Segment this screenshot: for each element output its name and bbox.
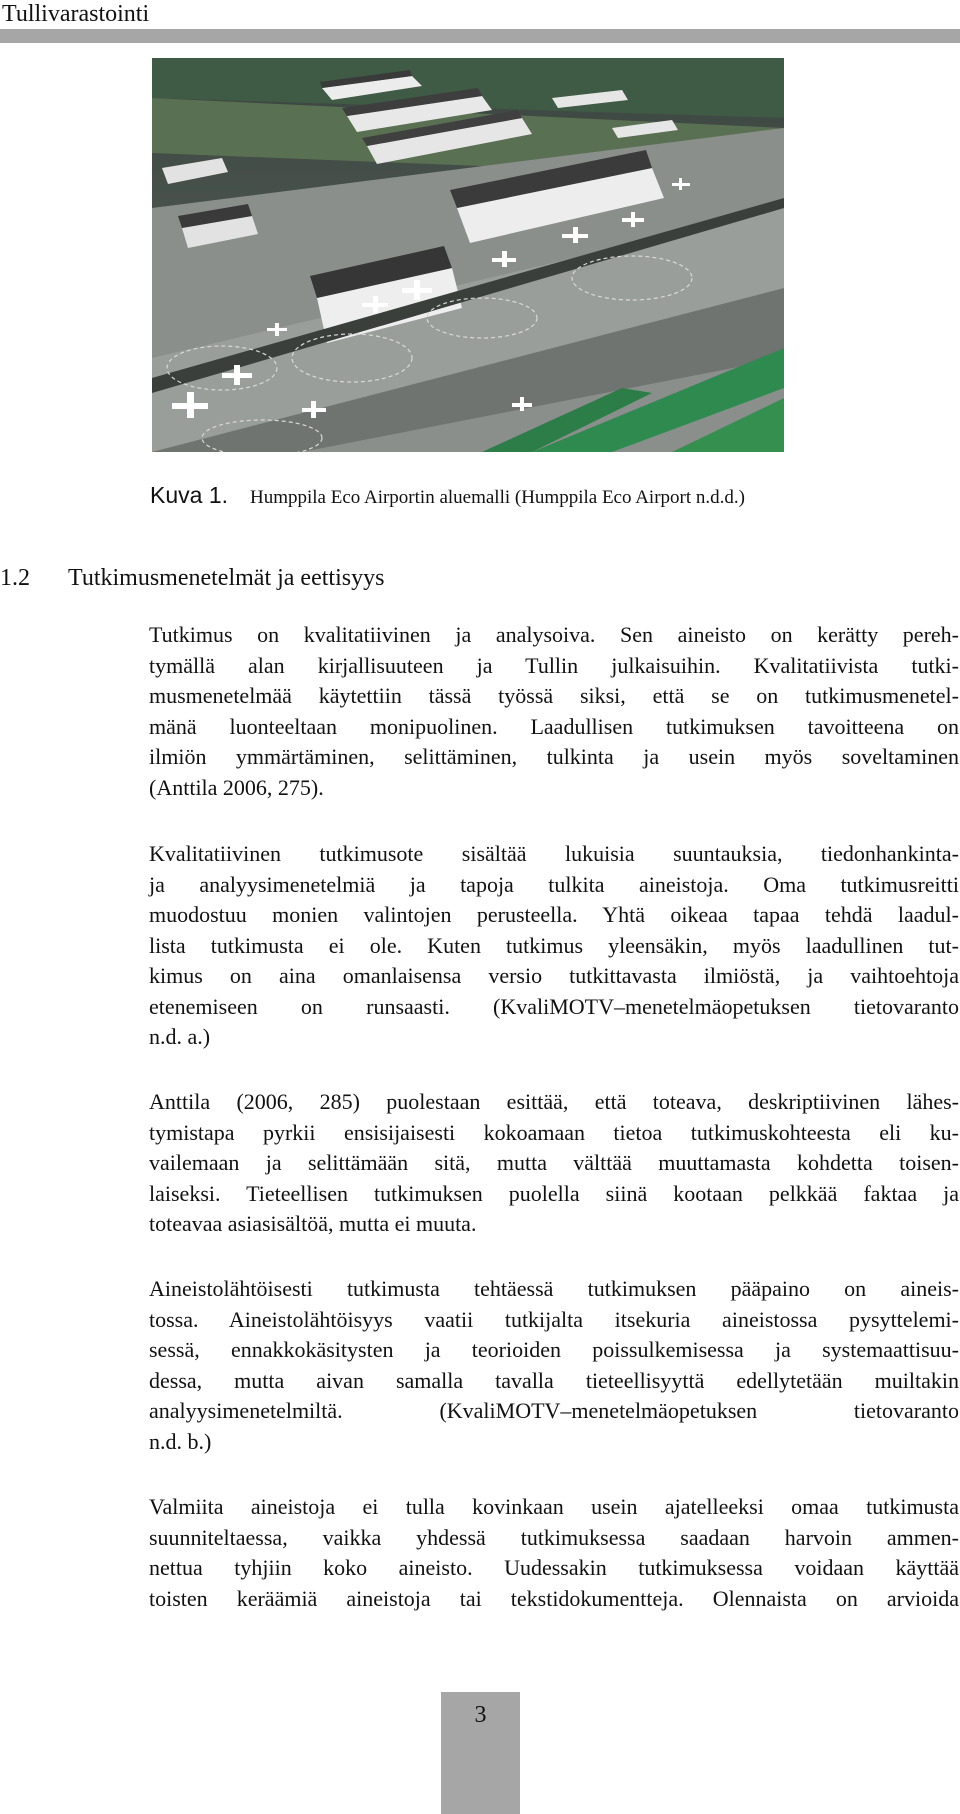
paragraph [149,1087,959,1240]
text-line: dessa, mutta aivan samalla tavalla tieteellisyyttä edellytetään muiltakin [149,1367,959,1393]
airport-model-photo-icon [152,58,784,452]
section-heading [0,565,384,592]
section-title: Tutkimusmenetelmät ja eettisyys [68,565,385,591]
text-line: lista tutkimusta ei ole. Kuten tutkimus yleensäkin, myös laadullinen tut- [149,932,959,958]
header-rule [0,29,960,43]
text-line: Aineistolähtöisesti tutkimusta tehtäessä tutkimuksen pääpaino on aineis- [149,1276,959,1301]
paragraph [149,1274,959,1457]
text-line: toteavaa asiasisältöä, mutta ei muuta. [149,1211,477,1236]
text-line: tymällä alan kirjallisuuteen ja Tullin julkaisuihin. Kvalitatiivista tutki- [149,652,959,678]
text-line: Anttila (2006, 285) puolestaan esittää, että toteava, deskriptiivinen lähes- [149,1089,959,1114]
text-line: suunniteltaessa, vaikka yhdessä tutkimuksessa saadaan harvoin ammen- [149,1524,959,1550]
text-line: sessä, ennakkokäsitysten ja teorioiden poissulkemisessa ja systemaattisuu- [149,1337,959,1362]
text-line: n.d. a.) [149,1024,211,1049]
running-header-title: Tullivarastointi [2,1,150,27]
text-line: laiseksi. Tieteellisen tutkimuksen puolella siinä kootaan pelkkää faktaa ja [149,1180,959,1206]
text-line: nettua tyhjiin koko aineisto. Uudessakin tutkimuksessa voidaan käyttää [149,1555,959,1580]
text-line: kimus on aina omanlaisensa versio tutkittavasta ilmiöstä, ja vaihtoehtoja [149,963,959,988]
paragraph [149,620,959,803]
text-line: tymistapa pyrkii ensisijaisesti kokoamaan tietoa tutkimuskohteesta eli ku- [149,1119,959,1145]
figure-caption-text: Humppila Eco Airportin aluemalli (Humppila Eco Airport n.d.d.) [250,487,745,508]
text-line: Tutkimus on kvalitatiivinen ja analysoiva. Sen aineisto on kerätty pereh- [149,622,959,647]
text-line: mänä luonteeltaan monipuolinen. Laadullisen tutkimuksen tavoitteena on [149,713,959,739]
text-line: toisten keräämiä aineistoja tai tekstidokumentteja. Olennaista on arvioida [149,1585,959,1611]
figure-caption-label: Kuva 1. [150,482,228,508]
paragraph [149,839,959,1053]
page-number: 3 [474,1702,487,1728]
paragraph [149,1492,959,1614]
page-number-box [441,1692,520,1814]
text-line: Valmiita aineistoja ei tulla kovinkaan usein ajatelleeksi omaa tutkimusta [149,1494,959,1519]
text-line: ilmiön ymmärtäminen, selittäminen, tulkinta ja usein myös soveltaminen [149,744,959,769]
text-line: musmenetelmää käytettiin tässä työssä siksi, että se on tutkimusmenetel- [149,683,959,708]
text-line: Kvalitatiivinen tutkimusote sisältää lukuisia suuntauksia, tiedonhankinta- [149,841,959,866]
text-line: analyysimenetelmiltä. (KvaliMOTV–menetelmäopetuksen tietovaranto [149,1398,959,1423]
airport-model-figure [152,58,784,452]
figure-caption [150,482,745,509]
text-line: vailemaan ja selittämään sitä, mutta välttää muuttamasta kohdetta toisen- [149,1150,959,1175]
text-line: tossa. Aineistolähtöisyys vaatii tutkijalta itsekuria aineistossa pysyttelemi- [149,1306,959,1332]
text-line: (Anttila 2006, 275). [149,774,324,800]
text-line: muodostuu monien valintojen perusteella. Yhtä oikeaa tapaa tehdä laadul- [149,902,959,927]
text-line: n.d. b.) [149,1428,212,1454]
text-line: ja analyysimenetelmiä ja tapoja tulkita aineistoja. Oma tutkimusreitti [149,871,959,897]
text-line: etenemiseen on runsaasti. (KvaliMOTV–menetelmäopetuksen tietovaranto [149,993,959,1019]
section-number: 1.2 [0,565,30,591]
